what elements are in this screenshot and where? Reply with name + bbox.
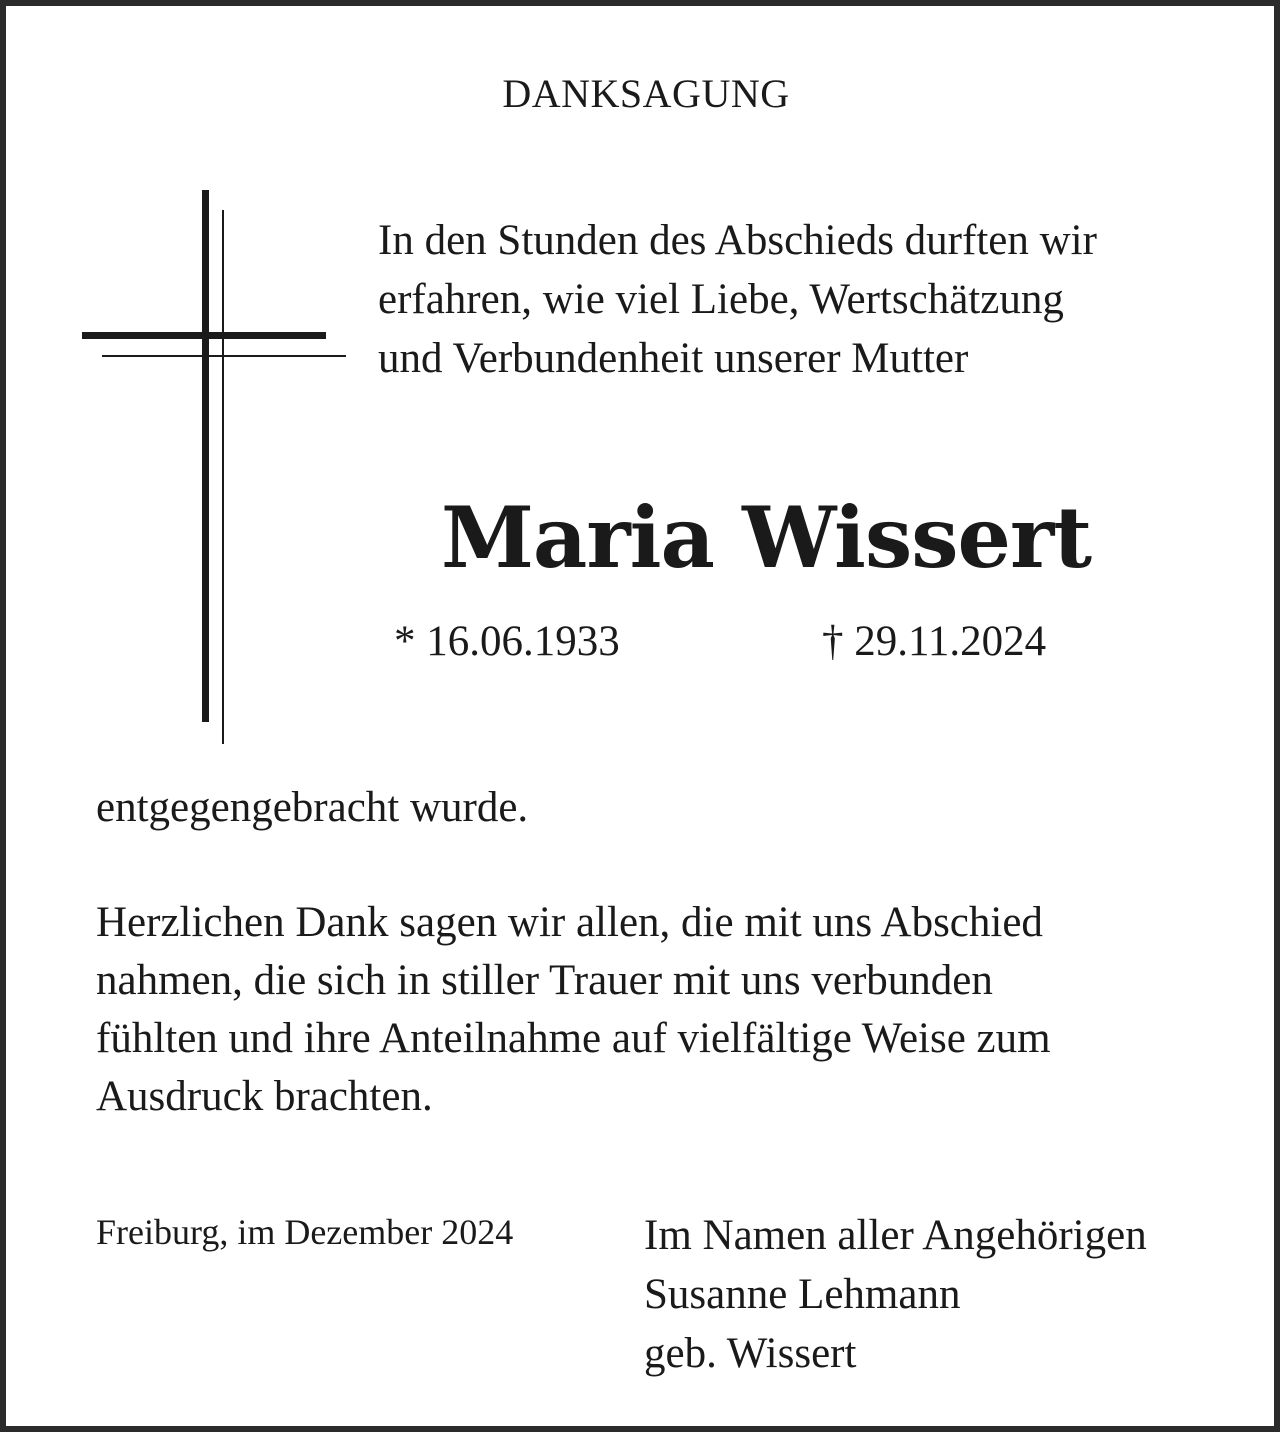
intro-line: erfahren, wie viel Liebe, Wertschätzung [378,276,1064,323]
signature-block [644,1206,1244,1383]
signature-line: geb. Wissert [644,1330,857,1377]
signature-line: Im Namen aller Angehörigen [644,1212,1147,1259]
thanks-line: fühlten und ihre Anteilnahme auf vielfältige Weise zum [96,1015,1051,1062]
deceased-name: Maria Wissert [440,488,1092,587]
death-date: † 29.11.2024 [822,618,1047,665]
thanks-line: nahmen, die sich in stiller Trauer mit uns verbunden [96,957,993,1004]
thanks-paragraph [96,894,1216,1126]
place-date: Freiburg, im Dezember 2024 [96,1212,514,1252]
birth-date: * 16.06.1933 [394,618,620,665]
intro-line: und Verbundenheit unserer Mutter [378,335,969,382]
cross-icon [82,190,346,744]
notice-heading: DANKSAGUNG [502,71,790,116]
intro-line: In den Stunden des Abschieds durften wir [378,217,1097,264]
thanks-line: Ausdruck brachten. [96,1073,433,1120]
intro-continuation: entgegengebracht wurde. [96,784,529,831]
signature-line: Susanne Lehmann [644,1271,961,1318]
thanks-line: Herzlichen Dank sagen wir allen, die mit uns Abschied [96,899,1043,946]
intro-text [378,211,1258,388]
